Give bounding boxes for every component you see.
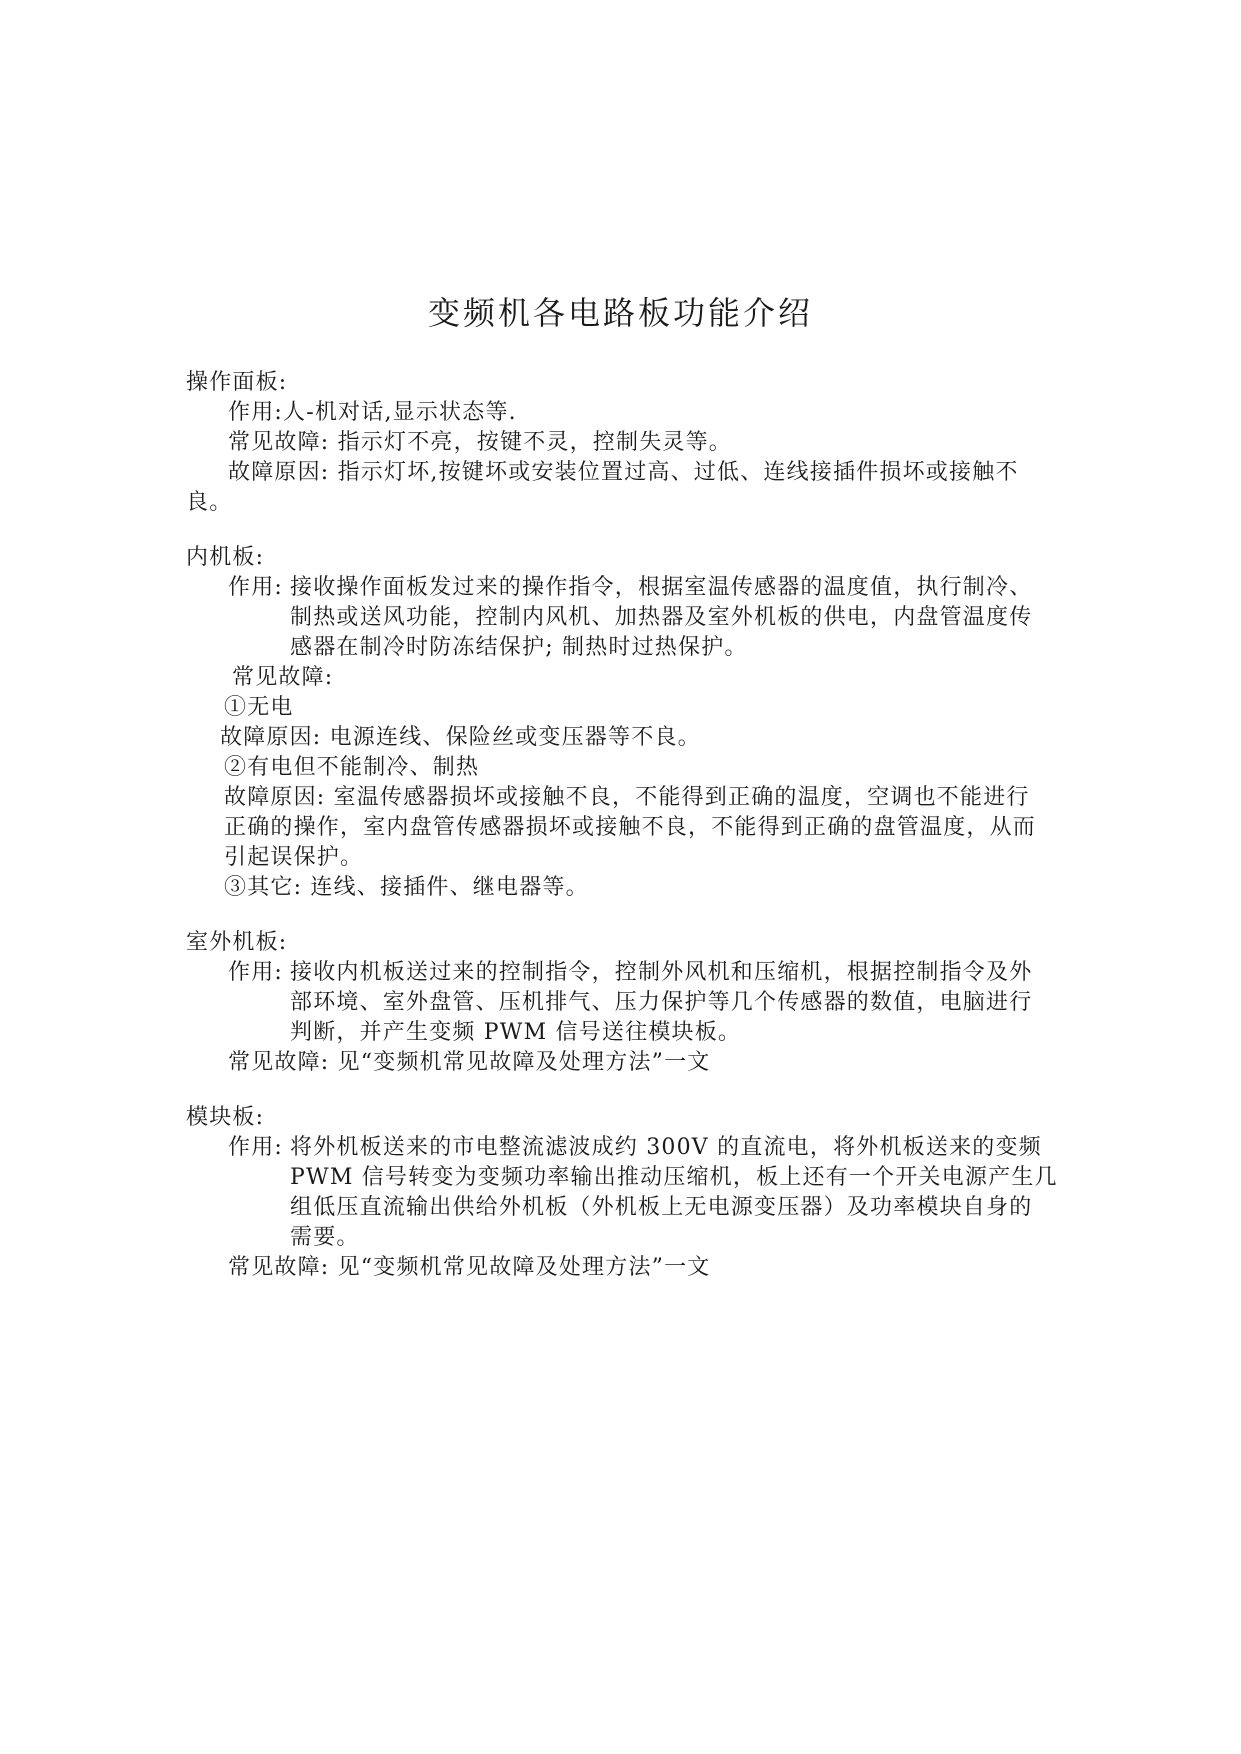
outdoor-board-function-line3: 判断，并产生变频 PWM 信号送往模块板。: [290, 1020, 742, 1045]
indoor-board-function-label: 作用:: [228, 575, 284, 600]
outdoor-board-heading: 室外机板:: [186, 930, 288, 955]
operation-panel-cause-line2: 良。: [186, 490, 233, 515]
module-board-heading: 模块板:: [186, 1105, 265, 1130]
indoor-board-common-fault-label: 常见故障:: [232, 665, 334, 690]
indoor-board-function-line1: 接收操作面板发过来的操作指令，根据室温传感器的温度值，执行制冷、: [290, 575, 1033, 600]
indoor-board-fault2-cause-line3: 引起误保护。: [224, 845, 364, 870]
indoor-board-fault1: ①无电: [224, 695, 294, 720]
document-title: 变频机各电路板功能介绍: [427, 294, 813, 332]
operation-panel-common-fault: 常见故障: 指示灯不亮，按键不灵，控制失灵等。: [228, 430, 733, 455]
module-board-function-line3: 组低压直流输出供给外机板（外机板上无电源变压器）及功率模块自身的: [290, 1195, 1033, 1220]
operation-panel-cause-line1: 故障原因: 指示灯坏,按键坏或安装位置过高、过低、连线接插件损坏或接触不: [228, 460, 1019, 485]
module-board-common-fault: 常见故障: 见“变频机常见故障及处理方法”一文: [228, 1255, 711, 1280]
indoor-board-fault1-cause: 故障原因: 电源连线、保险丝或变压器等不良。: [220, 725, 701, 750]
operation-panel-heading: 操作面板:: [186, 370, 288, 395]
indoor-board-function-line2: 制热或送风功能，控制内风机、加热器及室外机板的供电，内盘管温度传: [290, 605, 1033, 630]
indoor-board-fault3: ③其它: 连线、接插件、继电器等。: [224, 875, 589, 900]
indoor-board-fault2-cause-line1: 故障原因: 室温传感器损坏或接触不良，不能得到正确的温度，空调也不能进行: [224, 785, 1030, 810]
indoor-board-fault2: ②有电但不能制冷、制热: [224, 755, 480, 780]
outdoor-board-function-label: 作用:: [228, 960, 284, 985]
outdoor-board-function-line2: 部环境、室外盘管、压机排气、压力保护等几个传感器的数值，电脑进行: [290, 990, 1033, 1015]
operation-panel-function: 作用:人-机对话,显示状态等.: [228, 400, 517, 425]
outdoor-board-function-line1: 接收内机板送过来的控制指令，控制外风机和压缩机，根据控制指令及外: [290, 960, 1033, 985]
module-board-function-line2: PWM 信号转变为变频功率输出推动压缩机，板上还有一个开关电源产生几: [290, 1165, 1058, 1190]
indoor-board-function-line3: 感器在制冷时防冻结保护; 制热时过热保护。: [290, 635, 748, 660]
module-board-function-line4: 需要。: [290, 1225, 360, 1250]
indoor-board-heading: 内机板:: [186, 545, 265, 570]
indoor-board-fault2-cause-line2: 正确的操作，室内盘管传感器损坏或接触不良，不能得到正确的盘管温度，从而: [224, 815, 1037, 840]
module-board-function-line1: 将外机板送来的市电整流滤波成约 300V 的直流电，将外机板送来的变频: [290, 1135, 1042, 1160]
module-board-function-label: 作用:: [228, 1135, 284, 1160]
outdoor-board-common-fault: 常见故障: 见“变频机常见故障及处理方法”一文: [228, 1050, 711, 1075]
